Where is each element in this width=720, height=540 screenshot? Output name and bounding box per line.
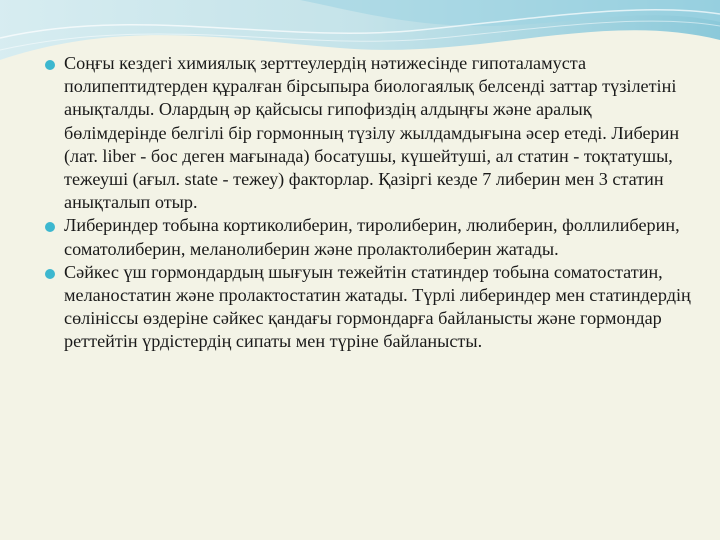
bullet-text: Сәйкес үш гормондардың шығуын тежейтін статиндер тобына соматостатин, меланостатин және пролактостатин жатады. Түрлі либериндер мен статиндердің сөлініссы өздеріне сәйкес қандағы гормондарға байланысты және гормондар реттейтін үрдістердің сипаты мен түріне байланысты. [64, 261, 691, 352]
bullet-text: Соңғы кездегі химиялық зерттеулердің нәтижесінде гипоталамуста полипептидтерден құралған бірсыпыра биологаялық белсенді заттар түзілетіні анықталды. Олардың әр қайсысы гипофиздің алдыңғы және аралық бөлімдерінде белгілі бір гормонның түзілу жылдамдығына әсер етеді. Либерин (лат. liber - бос деген мағынада) босатушы, күшейтуші, ал статин - тоқтатушы, тежеуші (ағыл. state - тежеу) факторлар. Қазіргі кезде 7 либерин мен 3 статин анықталып отыр. [64, 53, 680, 213]
circle-bullet-icon [44, 59, 56, 71]
slide-content [44, 52, 694, 354]
circle-bullet-icon [44, 268, 56, 280]
bullet-text: Либериндер тобына кортиколиберин, тиролиберин, люлиберин, фоллилиберин, соматолиберин, меланолиберин және пролактолиберин жатады. [64, 215, 680, 259]
bullet-paragraph [44, 52, 694, 214]
bullet-paragraph [44, 261, 694, 354]
bullet-paragraph [44, 214, 694, 260]
circle-bullet-icon [44, 221, 56, 233]
